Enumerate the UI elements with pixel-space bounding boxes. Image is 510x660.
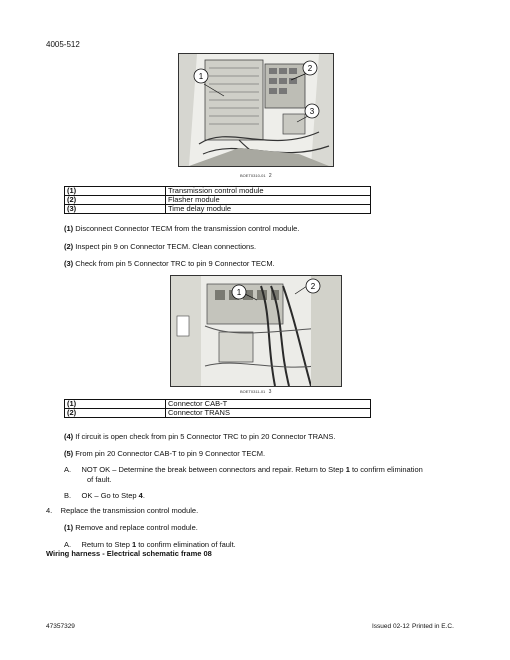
legend-value: Flasher module	[166, 196, 371, 205]
legend-value: Connector CAB-T	[166, 400, 371, 409]
engine-bay-illustration	[179, 54, 333, 166]
legend-table-2	[64, 399, 371, 418]
footer-doc-number: 47357329	[46, 623, 75, 630]
callout-1: 1	[236, 288, 242, 297]
callout-2: 2	[307, 64, 313, 73]
procedure-step: (5) From pin 20 Connector CAB-T to pin 9 Connector TECM.	[64, 449, 266, 458]
figure1-code: BOET0310-01	[240, 173, 266, 178]
procedure-step: (1) Disconnect Connector TECM from the transmission control module.	[64, 224, 300, 233]
alternative-a: A. NOT OK – Determine the break between connectors and repair. Return to Step 1 to confirm elimination	[64, 465, 423, 474]
callout-2: 2	[310, 282, 316, 291]
figure2-code: BOET0311-01	[240, 389, 266, 394]
main-step: 4. Replace the transmission control module.	[46, 506, 199, 515]
procedure-step: (4) If circuit is open check from pin 5 Connector TRC to pin 20 Connector TRANS.	[64, 432, 336, 441]
figure2-caption	[240, 389, 271, 395]
legend-value: Transmission control module	[166, 187, 371, 196]
legend-table-1	[64, 186, 371, 214]
procedure-step: (2) Inspect pin 9 on Connector TECM. Clean connections.	[64, 242, 257, 251]
legend-key: (1)	[65, 400, 166, 409]
alternative-a: A. Return to Step 1 to confirm elimination of fault.	[64, 540, 236, 549]
procedure-step: (1) Remove and replace control module.	[64, 523, 198, 532]
footer-printed: Printed in E.C.	[412, 623, 454, 630]
alternative-b: B. OK – Go to Step 4.	[64, 491, 145, 500]
legend-row	[65, 205, 371, 214]
figure-transmission-module-photo	[178, 53, 334, 167]
legend-key: (2)	[65, 409, 166, 418]
legend-key: (2)	[65, 196, 166, 205]
figure1-caption	[240, 173, 272, 179]
section-heading: Wiring harness - Electrical schematic frame 08	[46, 549, 212, 558]
legend-row	[65, 409, 371, 418]
figure1-number: 2	[268, 173, 272, 179]
figure2-number: 3	[268, 389, 272, 395]
legend-value: Time delay module	[166, 205, 371, 214]
figure-connector-photo	[170, 275, 342, 387]
footer-issued: Issued 02-12	[372, 623, 410, 630]
document-code: 4005-512	[46, 40, 80, 49]
callout-3: 3	[309, 107, 315, 116]
connector-illustration	[171, 276, 341, 386]
legend-key: (1)	[65, 187, 166, 196]
callout-1: 1	[198, 72, 204, 81]
alternative-a-continuation: of fault.	[87, 475, 112, 484]
legend-key: (3)	[65, 205, 166, 214]
procedure-step: (3) Check from pin 5 Connector TRC to pin 9 Connector TECM.	[64, 259, 275, 268]
legend-value: Connector TRANS	[166, 409, 371, 418]
